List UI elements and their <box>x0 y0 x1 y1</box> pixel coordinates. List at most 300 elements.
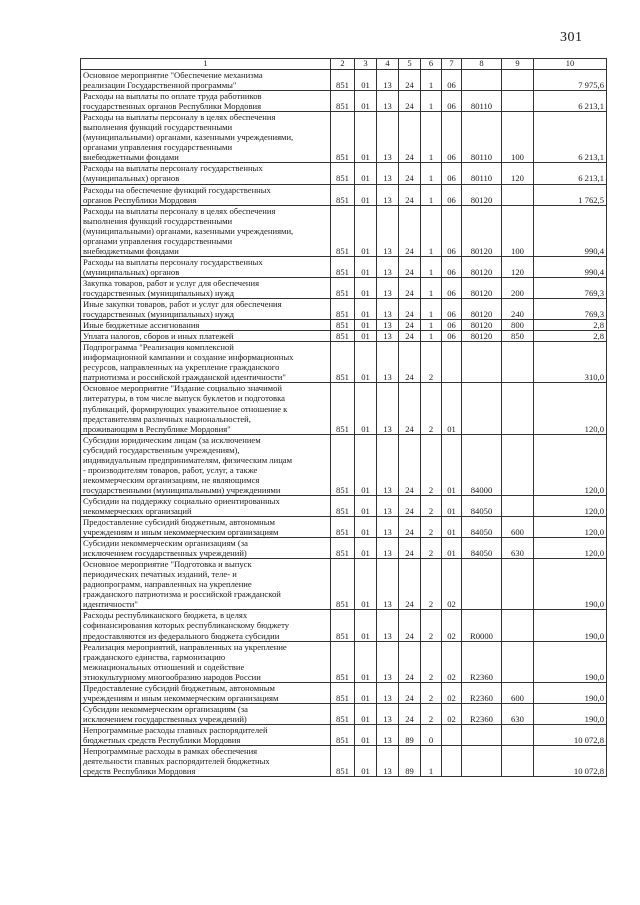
code-cell: 13 <box>377 91 399 112</box>
code-cell: 89 <box>399 724 421 745</box>
code-cell: 2 <box>421 641 442 682</box>
code-cell: 2 <box>421 682 442 703</box>
code-cell: 13 <box>377 205 399 256</box>
code-cell: 13 <box>377 495 399 516</box>
column-header: 10 <box>534 59 607 70</box>
table-row <box>81 703 607 724</box>
code-cell: 2 <box>421 434 442 495</box>
code-cell: 02 <box>442 559 462 610</box>
code-cell: 24 <box>399 331 421 342</box>
code-cell: 01 <box>355 383 377 434</box>
code-cell: 851 <box>331 517 355 538</box>
code-cell: 120 <box>502 256 534 277</box>
table-row <box>81 205 607 256</box>
code-cell: 200 <box>502 277 534 298</box>
code-cell: 1 <box>421 91 442 112</box>
amount-cell: 2,8 <box>534 331 607 342</box>
table-row <box>81 746 607 777</box>
row-name-cell <box>81 342 331 383</box>
code-cell: 01 <box>355 342 377 383</box>
code-cell: 02 <box>442 682 462 703</box>
code-cell: 100 <box>502 112 534 163</box>
code-cell: 80120 <box>462 256 502 277</box>
code-cell: 01 <box>355 538 377 559</box>
row-name-cell <box>81 746 331 777</box>
code-cell: 01 <box>355 641 377 682</box>
code-cell: 24 <box>399 320 421 331</box>
table-row <box>81 277 607 298</box>
amount-cell: 120,0 <box>534 517 607 538</box>
code-cell: 13 <box>377 434 399 495</box>
amount-cell: 10 072,8 <box>534 746 607 777</box>
table-body <box>81 70 607 777</box>
code-cell: 13 <box>377 383 399 434</box>
code-cell: 01 <box>355 299 377 320</box>
code-cell <box>502 434 534 495</box>
row-name-text: Основное мероприятие "Обеспечение механизма реализации Государственной программы" <box>83 70 263 91</box>
amount-cell: 2,8 <box>534 320 607 331</box>
code-cell <box>502 559 534 610</box>
code-cell: 24 <box>399 299 421 320</box>
amount-cell: 990,4 <box>534 205 607 256</box>
code-cell: 13 <box>377 559 399 610</box>
code-cell: 24 <box>399 682 421 703</box>
code-cell: 06 <box>442 256 462 277</box>
code-cell: 13 <box>377 320 399 331</box>
code-cell: 24 <box>399 70 421 91</box>
code-cell: 13 <box>377 342 399 383</box>
code-cell: 24 <box>399 184 421 205</box>
code-cell: 01 <box>355 517 377 538</box>
code-cell: 1 <box>421 299 442 320</box>
code-cell: 240 <box>502 299 534 320</box>
code-cell: 13 <box>377 517 399 538</box>
row-name-text: Расходы на выплаты персоналу в целях обеспечения выполнения функций государственными (муниципальными) органами, казенными учреждениями, органами управления государственными внебюджетными фондами <box>83 112 294 163</box>
code-cell: 01 <box>355 724 377 745</box>
code-cell: 80110 <box>462 112 502 163</box>
row-name-cell <box>81 538 331 559</box>
amount-cell: 6 213,1 <box>534 112 607 163</box>
page-number: 301 <box>560 30 583 45</box>
code-cell: 84050 <box>462 517 502 538</box>
code-cell: 06 <box>442 331 462 342</box>
row-name-text: Реализация мероприятий, направленных на укрепление гражданского единства, гармонизацию межнациональных отношений и содействие этнокультурному многообразию народов России <box>83 641 287 682</box>
code-cell: 851 <box>331 70 355 91</box>
row-name-cell <box>81 559 331 610</box>
column-header: 1 <box>81 59 331 70</box>
code-cell: 24 <box>399 256 421 277</box>
code-cell: 01 <box>442 495 462 516</box>
code-cell: 13 <box>377 538 399 559</box>
code-cell <box>462 746 502 777</box>
row-name-text: Субсидии некоммерческим организациям (за исключением государственных учреждений) <box>83 703 248 724</box>
code-cell: 01 <box>355 256 377 277</box>
code-cell: 851 <box>331 724 355 745</box>
code-cell: 600 <box>502 682 534 703</box>
code-cell: 851 <box>331 320 355 331</box>
code-cell: 630 <box>502 538 534 559</box>
code-cell: 24 <box>399 434 421 495</box>
column-header: 5 <box>399 59 421 70</box>
code-cell: 24 <box>399 277 421 298</box>
amount-cell: 6 213,1 <box>534 163 607 184</box>
code-cell: 851 <box>331 746 355 777</box>
row-name-text: Субсидии некоммерческим организациям (за исключением государственных учреждений) <box>83 538 248 559</box>
table-row <box>81 682 607 703</box>
table-row <box>81 641 607 682</box>
code-cell: 851 <box>331 205 355 256</box>
code-cell: 1 <box>421 184 442 205</box>
code-cell: 851 <box>331 91 355 112</box>
code-cell: 24 <box>399 383 421 434</box>
code-cell: 851 <box>331 641 355 682</box>
row-name-cell <box>81 724 331 745</box>
code-cell: 06 <box>442 277 462 298</box>
code-cell: 851 <box>331 299 355 320</box>
row-name-cell <box>81 641 331 682</box>
table-row <box>81 383 607 434</box>
code-cell: 1 <box>421 70 442 91</box>
code-cell <box>442 342 462 383</box>
code-cell: 24 <box>399 538 421 559</box>
code-cell: 01 <box>355 434 377 495</box>
table-row <box>81 256 607 277</box>
row-name-text: Расходы на выплаты по оплате труда работников государственных органов Республики Мордовия <box>83 91 262 112</box>
code-cell: 80120 <box>462 331 502 342</box>
code-cell: 24 <box>399 641 421 682</box>
amount-cell: 190,0 <box>534 559 607 610</box>
amount-cell: 190,0 <box>534 682 607 703</box>
code-cell: 600 <box>502 517 534 538</box>
row-name-text: Расходы на выплаты персоналу государственных (муниципальных) органов <box>83 256 263 277</box>
code-cell: 24 <box>399 495 421 516</box>
code-cell: 13 <box>377 70 399 91</box>
code-cell: 01 <box>355 163 377 184</box>
code-cell <box>502 342 534 383</box>
amount-cell: 10 072,8 <box>534 724 607 745</box>
code-cell: 01 <box>355 320 377 331</box>
row-name-cell <box>81 70 331 91</box>
code-cell: 851 <box>331 538 355 559</box>
code-cell: 13 <box>377 641 399 682</box>
code-cell <box>502 495 534 516</box>
column-header: 6 <box>421 59 442 70</box>
code-cell: 24 <box>399 559 421 610</box>
row-name-cell <box>81 517 331 538</box>
code-cell: 01 <box>355 610 377 641</box>
column-header: 9 <box>502 59 534 70</box>
code-cell: 84000 <box>462 434 502 495</box>
code-cell <box>462 559 502 610</box>
row-name-cell <box>81 205 331 256</box>
code-cell: 1 <box>421 112 442 163</box>
table-row <box>81 610 607 641</box>
code-cell: 630 <box>502 703 534 724</box>
code-cell: 80120 <box>462 184 502 205</box>
code-cell: 06 <box>442 112 462 163</box>
budget-table <box>80 58 607 777</box>
row-name-cell <box>81 184 331 205</box>
row-name-cell <box>81 331 331 342</box>
table-row <box>81 495 607 516</box>
code-cell: 1 <box>421 277 442 298</box>
row-name-text: Расходы на обеспечение функций государственных органов Республики Мордовия <box>83 184 271 205</box>
row-name-text: Предоставление субсидий бюджетным, автономным учреждениям и иным некоммерческим организациям <box>83 517 279 538</box>
code-cell: 01 <box>442 517 462 538</box>
row-name-cell <box>81 383 331 434</box>
code-cell: 1 <box>421 205 442 256</box>
amount-cell: 990,4 <box>534 256 607 277</box>
code-cell <box>502 184 534 205</box>
code-cell: 120 <box>502 163 534 184</box>
table-row <box>81 91 607 112</box>
code-cell: 01 <box>355 331 377 342</box>
amount-cell: 190,0 <box>534 610 607 641</box>
code-cell: 24 <box>399 205 421 256</box>
amount-cell: 120,0 <box>534 495 607 516</box>
row-name-text: Основное мероприятие "Подготовка и выпуск периодических печатных изданий, теле- и радиопрограмм, направленных на укрепление гражданского патриотизма и российской гражданской идентичности" <box>83 559 281 610</box>
header-row <box>81 59 607 70</box>
amount-cell: 7 975,6 <box>534 70 607 91</box>
table-row <box>81 320 607 331</box>
code-cell: 01 <box>355 277 377 298</box>
code-cell: 02 <box>442 641 462 682</box>
code-cell: 13 <box>377 703 399 724</box>
code-cell: 80120 <box>462 277 502 298</box>
code-cell <box>502 641 534 682</box>
amount-cell: 769,3 <box>534 299 607 320</box>
code-cell: 13 <box>377 331 399 342</box>
code-cell: 06 <box>442 70 462 91</box>
code-cell: 851 <box>331 383 355 434</box>
code-cell: 01 <box>355 495 377 516</box>
code-cell: 24 <box>399 703 421 724</box>
table-row <box>81 112 607 163</box>
row-name-text: Расходы на выплаты персоналу в целях обеспечения выполнения функций государственными (муниципальными) органами, казенными учреждениями, органами управления государственными внебюджетными фондами <box>83 205 294 256</box>
code-cell: 06 <box>442 184 462 205</box>
code-cell: 80120 <box>462 299 502 320</box>
column-header: 4 <box>377 59 399 70</box>
code-cell: 1 <box>421 320 442 331</box>
amount-cell: 6 213,1 <box>534 91 607 112</box>
code-cell <box>442 724 462 745</box>
row-name-text: Иные закупки товаров, работ и услуг для обеспечения государственных (муниципальных) нужд <box>83 299 282 320</box>
code-cell: 2 <box>421 495 442 516</box>
code-cell: 06 <box>442 163 462 184</box>
amount-cell: 769,3 <box>534 277 607 298</box>
row-name-cell <box>81 495 331 516</box>
table-row <box>81 163 607 184</box>
table-row <box>81 70 607 91</box>
code-cell: 0 <box>421 724 442 745</box>
code-cell: 24 <box>399 112 421 163</box>
code-cell <box>502 91 534 112</box>
code-cell: 80110 <box>462 91 502 112</box>
row-name-text: Расходы республиканского бюджета, в целях софинансирования которых республиканскому бюджету предоставляются из федерального бюджета субсидии <box>83 610 290 641</box>
row-name-text: Непрограммные расходы в рамках обеспечения деятельности главных распорядителей бюджетных средств Республики Мордовия <box>83 746 270 777</box>
code-cell: 80120 <box>462 205 502 256</box>
code-cell: 2 <box>421 703 442 724</box>
code-cell: 851 <box>331 331 355 342</box>
table-row <box>81 184 607 205</box>
code-cell <box>442 746 462 777</box>
column-header: 8 <box>462 59 502 70</box>
code-cell: 851 <box>331 112 355 163</box>
row-name-text: Субсидии на поддержку социально ориентированных некоммерческих организаций <box>83 495 280 516</box>
code-cell <box>502 724 534 745</box>
column-header: 3 <box>355 59 377 70</box>
row-name-cell <box>81 610 331 641</box>
code-cell: 2 <box>421 538 442 559</box>
row-name-cell <box>81 682 331 703</box>
code-cell: 01 <box>355 746 377 777</box>
code-cell: 84050 <box>462 538 502 559</box>
code-cell: 1 <box>421 163 442 184</box>
table-row <box>81 517 607 538</box>
code-cell: 851 <box>331 434 355 495</box>
row-name-text: Закупка товаров, работ и услуг для обеспечения государственных (муниципальных) нужд <box>83 277 260 298</box>
code-cell: 01 <box>355 559 377 610</box>
table-row <box>81 559 607 610</box>
code-cell: R2360 <box>462 641 502 682</box>
amount-cell: 120,0 <box>534 383 607 434</box>
row-name-cell <box>81 91 331 112</box>
code-cell: 851 <box>331 256 355 277</box>
amount-cell: 120,0 <box>534 538 607 559</box>
row-name-cell <box>81 703 331 724</box>
code-cell: 800 <box>502 320 534 331</box>
code-cell: 13 <box>377 163 399 184</box>
code-cell: 01 <box>442 383 462 434</box>
code-cell: 24 <box>399 342 421 383</box>
amount-cell: 1 762,5 <box>534 184 607 205</box>
row-name-text: Предоставление субсидий бюджетным, автономным учреждениям и иным некоммерческим организациям <box>83 682 279 703</box>
code-cell: 01 <box>355 682 377 703</box>
code-cell: 2 <box>421 342 442 383</box>
code-cell: 13 <box>377 610 399 641</box>
row-name-cell <box>81 112 331 163</box>
code-cell: 851 <box>331 184 355 205</box>
code-cell: 13 <box>377 184 399 205</box>
row-name-text: Подпрограмма "Реализация комплексной информационной кампании и создание информационных ресурсов, направленных на укрепление гражданского патриотизма и российской гражданской идентичности" <box>83 342 294 383</box>
code-cell: 13 <box>377 682 399 703</box>
code-cell: 01 <box>355 91 377 112</box>
code-cell: 13 <box>377 299 399 320</box>
code-cell: 01 <box>442 538 462 559</box>
code-cell: 2 <box>421 559 442 610</box>
code-cell: 06 <box>442 91 462 112</box>
code-cell <box>502 610 534 641</box>
amount-cell: 190,0 <box>534 703 607 724</box>
code-cell: 01 <box>355 112 377 163</box>
code-cell: 851 <box>331 342 355 383</box>
row-name-text: Расходы на выплаты персоналу государственных (муниципальных) органов <box>83 163 263 184</box>
table-row <box>81 331 607 342</box>
table-row <box>81 342 607 383</box>
code-cell: 851 <box>331 610 355 641</box>
row-name-text: Уплата налогов, сборов и иных платежей <box>83 331 234 342</box>
code-cell: 13 <box>377 724 399 745</box>
row-name-cell <box>81 277 331 298</box>
code-cell: 1 <box>421 331 442 342</box>
code-cell: 01 <box>355 205 377 256</box>
table-row <box>81 538 607 559</box>
code-cell: 24 <box>399 91 421 112</box>
code-cell: 13 <box>377 112 399 163</box>
table-row <box>81 724 607 745</box>
code-cell: 02 <box>442 703 462 724</box>
code-cell: 1 <box>421 746 442 777</box>
code-cell: 1 <box>421 256 442 277</box>
code-cell: 01 <box>442 434 462 495</box>
code-cell: 01 <box>355 184 377 205</box>
column-header: 2 <box>331 59 355 70</box>
amount-cell: 120,0 <box>534 434 607 495</box>
code-cell: 851 <box>331 559 355 610</box>
row-name-cell <box>81 320 331 331</box>
code-cell: 851 <box>331 703 355 724</box>
code-cell <box>502 746 534 777</box>
row-name-text: Основное мероприятие "Издание социально значимой литературы, в том числе выпуск буклетов и подготовка публикаций, формирующих уважительное отношение к представителям различных национальностей, проживающим в Республике Мордовия" <box>83 383 288 434</box>
code-cell: 84050 <box>462 495 502 516</box>
code-cell: R2360 <box>462 682 502 703</box>
column-header: 7 <box>442 59 462 70</box>
code-cell: 13 <box>377 746 399 777</box>
code-cell: 02 <box>442 610 462 641</box>
code-cell <box>502 383 534 434</box>
amount-cell: 310,0 <box>534 342 607 383</box>
code-cell: 851 <box>331 277 355 298</box>
code-cell: 13 <box>377 277 399 298</box>
code-cell: 2 <box>421 383 442 434</box>
code-cell <box>462 724 502 745</box>
code-cell <box>462 383 502 434</box>
code-cell: 01 <box>355 70 377 91</box>
code-cell: 851 <box>331 682 355 703</box>
row-name-cell <box>81 434 331 495</box>
table-row <box>81 299 607 320</box>
code-cell: 100 <box>502 205 534 256</box>
row-name-cell <box>81 299 331 320</box>
code-cell: 89 <box>399 746 421 777</box>
code-cell: 24 <box>399 610 421 641</box>
code-cell: 2 <box>421 610 442 641</box>
row-name-cell <box>81 163 331 184</box>
code-cell: 06 <box>442 205 462 256</box>
code-cell: 06 <box>442 320 462 331</box>
row-name-cell <box>81 256 331 277</box>
code-cell <box>462 70 502 91</box>
code-cell: 80120 <box>462 320 502 331</box>
row-name-text: Субсидии юридическим лицам (за исключением субсидий государственным учреждениям), индивидуальным предпринимателям, физическим лицам - производителям товаров, работ, услуг, а также некоммерческим организациям, не являющимся государственными (муниципальными) учреждениями <box>83 434 293 495</box>
code-cell: 24 <box>399 163 421 184</box>
code-cell: 2 <box>421 517 442 538</box>
code-cell: R0000 <box>462 610 502 641</box>
row-name-text: Иные бюджетные ассигнования <box>83 320 200 331</box>
row-name-text: Непрограммные расходы главных распорядителей бюджетных средств Республики Мордовия <box>83 724 268 745</box>
code-cell: R2360 <box>462 703 502 724</box>
table-row <box>81 434 607 495</box>
code-cell: 24 <box>399 517 421 538</box>
code-cell <box>462 342 502 383</box>
code-cell: 06 <box>442 299 462 320</box>
code-cell: 01 <box>355 703 377 724</box>
code-cell <box>502 70 534 91</box>
code-cell: 851 <box>331 495 355 516</box>
code-cell: 851 <box>331 163 355 184</box>
code-cell: 13 <box>377 256 399 277</box>
code-cell: 80110 <box>462 163 502 184</box>
